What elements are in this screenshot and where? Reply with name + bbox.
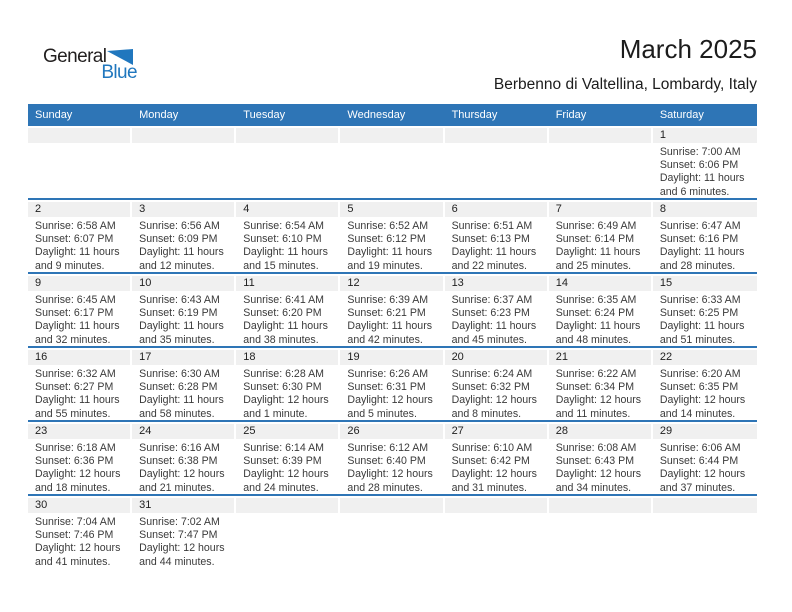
daylight-text-cont: and 15 minutes. (243, 259, 319, 272)
daylight-text-cont: and 19 minutes. (347, 259, 423, 272)
sunset-text: Sunset: 6:31 PM (347, 381, 426, 394)
day-details (236, 291, 340, 346)
day-details (28, 217, 132, 272)
sunset-text: Sunset: 6:43 PM (555, 455, 635, 468)
week-row-5 (28, 422, 757, 496)
daylight-text-cont: and 51 minutes. (659, 333, 736, 346)
calendar-cell-empty (549, 128, 653, 198)
daylight-text: Daylight: 12 hours (35, 468, 121, 481)
daylight-text: Daylight: 12 hours (139, 542, 225, 555)
calendar-cell-day-20 (445, 350, 549, 420)
daylight-text-cont: and 37 minutes. (659, 481, 736, 494)
sunset-text: Sunset: 6:32 PM (451, 381, 530, 394)
day-number-band (236, 128, 338, 143)
weekday-label-friday: Friday (555, 109, 587, 121)
daylight-text: Daylight: 12 hours (347, 394, 433, 407)
day-number-band: 21 (549, 350, 651, 365)
day-number-band (132, 128, 234, 143)
day-number-band: 19 (340, 350, 442, 365)
day-details (653, 291, 757, 346)
daylight-text-cont: and 34 minutes. (555, 481, 632, 494)
day-details (445, 217, 549, 272)
sunrise-text: Sunrise: 6:20 AM (659, 368, 741, 380)
day-number-band: 30 (28, 498, 130, 513)
calendar-cell-empty (653, 498, 757, 580)
calendar-cell-day-30 (28, 498, 132, 580)
day-details (340, 217, 444, 272)
calendar-cell-empty (340, 128, 444, 198)
calendar-cell-empty (28, 128, 132, 198)
daylight-text-cont: and 6 minutes. (659, 185, 730, 198)
daylight-text: Daylight: 11 hours (139, 246, 224, 259)
sunrise-text: Sunrise: 6:32 AM (35, 368, 116, 380)
sunset-text: Sunset: 6:23 PM (451, 307, 530, 320)
sunset-text: Sunset: 6:14 PM (555, 233, 635, 246)
day-details (549, 365, 653, 420)
sunrise-text: Sunrise: 6:28 AM (243, 368, 324, 380)
day-details (445, 291, 549, 346)
calendar-cell-day-21 (549, 350, 653, 420)
sunset-text: Sunset: 6:12 PM (347, 233, 426, 246)
day-number-band (236, 498, 338, 513)
sunset-text: Sunset: 6:35 PM (659, 381, 739, 394)
daylight-text: Daylight: 11 hours (451, 246, 537, 259)
daylight-text: Daylight: 12 hours (347, 468, 433, 481)
logo-text-blue: Blue (101, 62, 137, 83)
day-details (549, 291, 653, 346)
sunrise-text: Sunrise: 6:30 AM (139, 368, 220, 380)
daylight-text-cont: and 14 minutes. (659, 407, 736, 420)
day-number-band: 28 (549, 424, 651, 439)
day-number-band: 14 (549, 276, 651, 291)
calendar-cell-day-9 (28, 276, 132, 346)
daylight-text: Daylight: 12 hours (555, 468, 642, 481)
daylight-text-cont: and 32 minutes. (35, 333, 111, 346)
sunrise-text: Sunrise: 6:06 AM (659, 442, 741, 454)
sunset-text: Sunset: 6:24 PM (555, 307, 635, 320)
week-row-4 (28, 348, 757, 422)
sunset-text: Sunset: 6:42 PM (451, 455, 530, 468)
sunrise-text: Sunrise: 6:56 AM (139, 220, 220, 232)
daylight-text-cont: and 11 minutes. (555, 407, 631, 420)
sunset-text: Sunset: 6:16 PM (659, 233, 739, 246)
daylight-text-cont: and 28 minutes. (347, 481, 423, 494)
sunrise-text: Sunrise: 6:10 AM (451, 442, 533, 454)
sunrise-text: Sunrise: 6:47 AM (659, 220, 741, 232)
page-title: March 2025 (619, 34, 757, 64)
day-number-band: 4 (236, 202, 338, 217)
weekday-label-thursday: Thursday (451, 109, 498, 121)
daylight-text: Daylight: 11 hours (35, 246, 120, 259)
week-row-2 (28, 200, 757, 274)
daylight-text: Daylight: 11 hours (35, 320, 120, 333)
daylight-text-cont: and 21 minutes. (139, 481, 215, 494)
calendar-cell-day-14 (549, 276, 653, 346)
day-details (132, 217, 236, 272)
daylight-text: Daylight: 12 hours (139, 468, 225, 481)
week-row-3 (28, 274, 757, 348)
day-number-band (549, 128, 651, 143)
day-details (132, 365, 236, 420)
weekday-header-row (28, 104, 757, 126)
day-details (28, 439, 132, 494)
day-details (28, 513, 132, 569)
daylight-text-cont: and 48 minutes. (555, 333, 632, 346)
sunrise-text: Sunrise: 6:08 AM (555, 442, 637, 454)
daylight-text: Daylight: 11 hours (555, 246, 641, 259)
day-details (236, 439, 340, 494)
daylight-text-cont: and 5 minutes. (347, 407, 417, 420)
day-number-band (340, 498, 442, 513)
daylight-text-cont: and 18 minutes. (35, 481, 111, 494)
day-details (549, 439, 653, 494)
calendar-cell-day-17 (132, 350, 236, 420)
day-number-band: 8 (653, 202, 757, 217)
daylight-text: Daylight: 12 hours (243, 394, 329, 407)
calendar-cell-empty (236, 128, 340, 198)
daylight-text: Daylight: 12 hours (451, 468, 537, 481)
day-number-band: 13 (445, 276, 547, 291)
daylight-text: Daylight: 11 hours (555, 320, 641, 333)
sunset-text: Sunset: 6:07 PM (35, 233, 114, 246)
day-details (236, 365, 340, 420)
calendar-cell-empty (236, 498, 340, 580)
day-details (28, 291, 132, 346)
day-number-band (445, 498, 547, 513)
sunrise-text: Sunrise: 6:22 AM (555, 368, 637, 380)
sunset-text: Sunset: 6:39 PM (243, 455, 322, 468)
day-number-band: 31 (132, 498, 234, 513)
day-details (653, 365, 757, 420)
sunset-text: Sunset: 7:47 PM (139, 529, 218, 542)
sunset-text: Sunset: 6:44 PM (659, 455, 739, 468)
weekday-label-wednesday: Wednesday (347, 109, 406, 121)
daylight-text-cont: and 45 minutes. (451, 333, 527, 346)
daylight-text: Daylight: 12 hours (555, 394, 642, 407)
day-details (653, 439, 757, 494)
calendar-cell-day-31 (132, 498, 236, 580)
day-details (132, 291, 236, 346)
calendar-cell-day-16 (28, 350, 132, 420)
day-number-band (340, 128, 442, 143)
daylight-text-cont: and 38 minutes. (243, 333, 319, 346)
day-number-band: 6 (445, 202, 547, 217)
day-number-band: 25 (236, 424, 338, 439)
daylight-text: Daylight: 11 hours (139, 320, 224, 333)
weekday-label-monday: Monday (139, 109, 179, 121)
day-number-band: 23 (28, 424, 130, 439)
calendar-cell-day-19 (340, 350, 444, 420)
calendar-cell-day-15 (653, 276, 757, 346)
daylight-text: Daylight: 12 hours (451, 394, 537, 407)
day-details (236, 217, 340, 272)
calendar-cell-day-2 (28, 202, 132, 272)
day-number-band: 26 (340, 424, 442, 439)
sunrise-text: Sunrise: 6:37 AM (451, 294, 533, 306)
calendar-cell-day-18 (236, 350, 340, 420)
sunrise-text: Sunrise: 6:54 AM (243, 220, 324, 232)
calendar-grid (28, 104, 757, 580)
day-number-band: 10 (132, 276, 234, 291)
sunset-text: Sunset: 6:30 PM (243, 381, 322, 394)
daylight-text: Daylight: 12 hours (243, 468, 329, 481)
day-number-band: 24 (132, 424, 234, 439)
daylight-text: Daylight: 11 hours (243, 320, 328, 333)
sunset-text: Sunset: 6:34 PM (555, 381, 635, 394)
calendar-cell-day-26 (340, 424, 444, 494)
calendar-cell-day-23 (28, 424, 132, 494)
daylight-text-cont: and 9 minutes. (35, 259, 105, 272)
general-blue-logo (43, 46, 138, 83)
calendar-cell-day-10 (132, 276, 236, 346)
day-number-band (549, 498, 651, 513)
sunrise-text: Sunrise: 6:14 AM (243, 442, 324, 454)
sunset-text: Sunset: 6:28 PM (139, 381, 218, 394)
daylight-text-cont: and 22 minutes. (451, 259, 527, 272)
day-details (132, 439, 236, 494)
sunset-text: Sunset: 6:19 PM (139, 307, 218, 320)
location-subtitle: Berbenno di Valtellina, Lombardy, Italy (493, 76, 757, 93)
day-number-band: 16 (28, 350, 130, 365)
sunset-text: Sunset: 6:17 PM (35, 307, 114, 320)
daylight-text-cont: and 8 minutes. (451, 407, 522, 420)
sunrise-text: Sunrise: 6:26 AM (347, 368, 429, 380)
day-number-band: 29 (653, 424, 757, 439)
calendar-cell-empty (445, 128, 549, 198)
sunset-text: Sunset: 6:25 PM (659, 307, 739, 320)
weekday-label-tuesday: Tuesday (243, 109, 286, 121)
weekday-label-sunday: Sunday (35, 109, 73, 121)
calendar-cell-day-28 (549, 424, 653, 494)
day-details (340, 291, 444, 346)
day-number-band (28, 128, 130, 143)
sunset-text: Sunset: 6:27 PM (35, 381, 114, 394)
sunrise-text: Sunrise: 6:49 AM (555, 220, 637, 232)
calendar-cell-empty (549, 498, 653, 580)
day-number-band: 27 (445, 424, 547, 439)
sunset-text: Sunset: 6:40 PM (347, 455, 426, 468)
day-number-band: 15 (653, 276, 757, 291)
sunset-text: Sunset: 6:09 PM (139, 233, 218, 246)
daylight-text: Daylight: 11 hours (347, 246, 433, 259)
sunrise-text: Sunrise: 7:04 AM (35, 516, 116, 528)
sunset-text: Sunset: 6:36 PM (35, 455, 114, 468)
sunset-text: Sunset: 6:10 PM (243, 233, 322, 246)
daylight-text: Daylight: 11 hours (243, 246, 328, 259)
week-row-6 (28, 496, 757, 580)
daylight-text-cont: and 55 minutes. (35, 407, 111, 420)
calendar-cell-day-22 (653, 350, 757, 420)
sunrise-text: Sunrise: 6:18 AM (35, 442, 116, 454)
sunrise-text: Sunrise: 6:39 AM (347, 294, 429, 306)
calendar-cell-day-8 (653, 202, 757, 272)
calendar-cell-day-6 (445, 202, 549, 272)
day-number-band (653, 498, 757, 513)
day-number-band: 5 (340, 202, 442, 217)
sunrise-text: Sunrise: 6:12 AM (347, 442, 429, 454)
calendar-cell-day-1 (653, 128, 757, 198)
day-details (653, 143, 757, 198)
day-number-band: 2 (28, 202, 130, 217)
calendar-cell-day-12 (340, 276, 444, 346)
day-number-band: 18 (236, 350, 338, 365)
daylight-text: Daylight: 11 hours (35, 394, 120, 407)
daylight-text-cont: and 31 minutes. (451, 481, 527, 494)
daylight-text-cont: and 28 minutes. (659, 259, 736, 272)
sunrise-text: Sunrise: 7:02 AM (139, 516, 220, 528)
daylight-text-cont: and 42 minutes. (347, 333, 423, 346)
day-number-band: 1 (653, 128, 757, 143)
sunrise-text: Sunrise: 6:51 AM (451, 220, 533, 232)
calendar-cell-day-25 (236, 424, 340, 494)
sunrise-text: Sunrise: 6:52 AM (347, 220, 429, 232)
day-number-band: 20 (445, 350, 547, 365)
daylight-text: Daylight: 11 hours (659, 320, 745, 333)
day-details (445, 365, 549, 420)
sunrise-text: Sunrise: 7:00 AM (659, 146, 741, 158)
daylight-text-cont: and 25 minutes. (555, 259, 632, 272)
calendar-cell-empty (132, 128, 236, 198)
day-number-band: 9 (28, 276, 130, 291)
calendar-cell-day-24 (132, 424, 236, 494)
day-number-band: 17 (132, 350, 234, 365)
weekday-label-saturday: Saturday (659, 109, 704, 121)
calendar-cell-empty (340, 498, 444, 580)
calendar-cell-day-27 (445, 424, 549, 494)
daylight-text-cont: and 1 minute. (243, 407, 308, 420)
calendar-cell-empty (445, 498, 549, 580)
day-details (445, 439, 549, 494)
daylight-text: Daylight: 12 hours (659, 468, 746, 481)
sunrise-text: Sunrise: 6:43 AM (139, 294, 220, 306)
calendar-cell-day-4 (236, 202, 340, 272)
sunrise-text: Sunrise: 6:33 AM (659, 294, 741, 306)
daylight-text-cont: and 44 minutes. (139, 555, 215, 568)
day-number-band: 7 (549, 202, 651, 217)
day-number-band: 11 (236, 276, 338, 291)
daylight-text: Daylight: 11 hours (451, 320, 537, 333)
day-number-band: 3 (132, 202, 234, 217)
daylight-text: Daylight: 11 hours (347, 320, 433, 333)
day-details (132, 513, 236, 569)
day-number-band: 12 (340, 276, 442, 291)
calendar-cell-day-5 (340, 202, 444, 272)
daylight-text-cont: and 41 minutes. (35, 555, 111, 568)
daylight-text: Daylight: 12 hours (35, 542, 121, 555)
day-details (28, 365, 132, 420)
day-number-band: 22 (653, 350, 757, 365)
calendar-cell-day-29 (653, 424, 757, 494)
sunset-text: Sunset: 6:38 PM (139, 455, 218, 468)
logo-text-general: General (43, 46, 107, 67)
sunset-text: Sunset: 6:13 PM (451, 233, 530, 246)
sunrise-text: Sunrise: 6:16 AM (139, 442, 220, 454)
week-row-1 (28, 126, 757, 200)
sunrise-text: Sunrise: 6:24 AM (451, 368, 533, 380)
daylight-text-cont: and 58 minutes. (139, 407, 215, 420)
daylight-text-cont: and 24 minutes. (243, 481, 319, 494)
calendar-cell-day-7 (549, 202, 653, 272)
calendar-cell-day-11 (236, 276, 340, 346)
calendar-cell-day-13 (445, 276, 549, 346)
daylight-text: Daylight: 11 hours (659, 246, 745, 259)
calendar-cell-day-3 (132, 202, 236, 272)
daylight-text: Daylight: 11 hours (659, 172, 745, 185)
sunrise-text: Sunrise: 6:35 AM (555, 294, 637, 306)
sunset-text: Sunset: 7:46 PM (35, 529, 114, 542)
day-number-band (445, 128, 547, 143)
day-details (340, 439, 444, 494)
day-details (653, 217, 757, 272)
sunset-text: Sunset: 6:06 PM (659, 159, 739, 172)
sunrise-text: Sunrise: 6:45 AM (35, 294, 116, 306)
sunset-text: Sunset: 6:20 PM (243, 307, 322, 320)
sunrise-text: Sunrise: 6:41 AM (243, 294, 324, 306)
daylight-text-cont: and 35 minutes. (139, 333, 215, 346)
day-details (340, 365, 444, 420)
sunrise-text: Sunrise: 6:58 AM (35, 220, 116, 232)
sunset-text: Sunset: 6:21 PM (347, 307, 426, 320)
daylight-text-cont: and 12 minutes. (139, 259, 215, 272)
day-details (549, 217, 653, 272)
daylight-text: Daylight: 12 hours (659, 394, 746, 407)
daylight-text: Daylight: 11 hours (139, 394, 224, 407)
